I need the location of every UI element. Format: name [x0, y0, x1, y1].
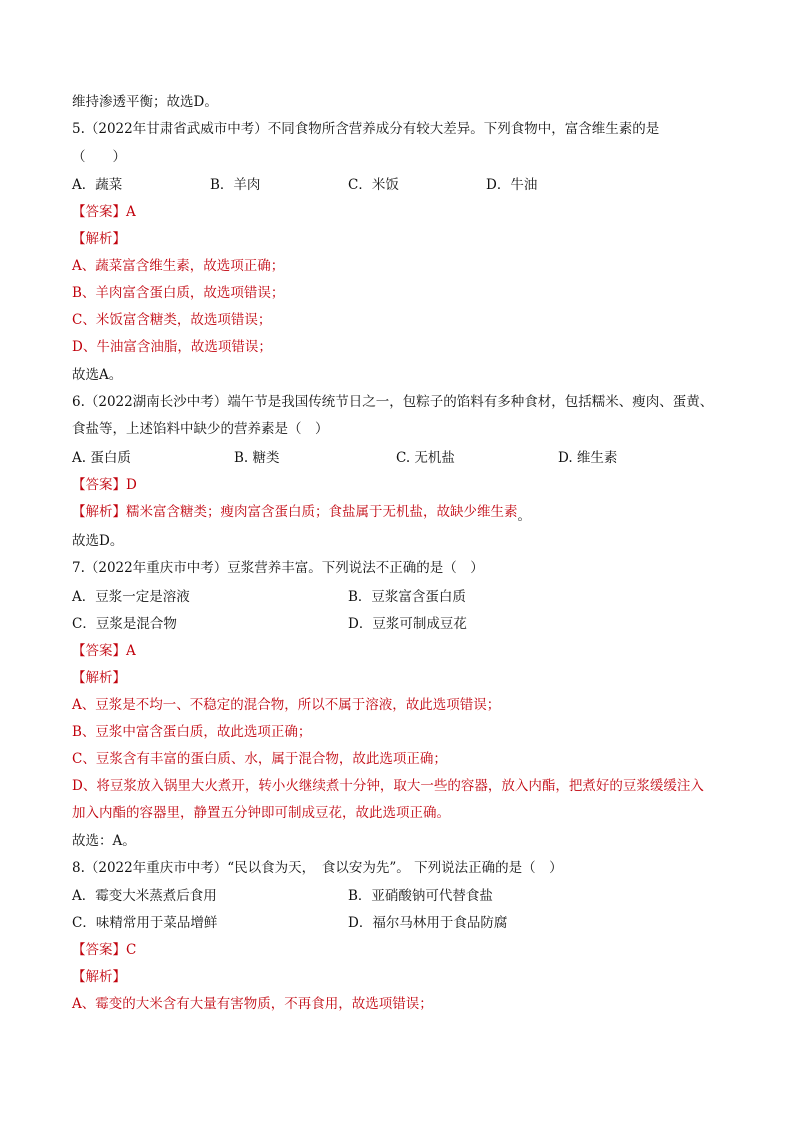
q5-answer	[72, 202, 136, 222]
q7-stem: 7.（2022年重庆市中考）豆浆营养丰富。下列说法不正确的是（ ）	[72, 560, 484, 576]
q6-option-b: B. 糖类	[234, 450, 280, 466]
q7-analysis-line: A、豆浆是不均一、不稳定的混合物，所以不属于溶液，故此选项错误；	[72, 697, 501, 713]
q5-option-a: A．蔬菜	[72, 177, 123, 193]
analysis-end: 。	[517, 508, 531, 524]
q7-answer	[72, 641, 136, 661]
q8-analysis-tag: 【解析】	[72, 969, 126, 985]
q6-stem-line-2: 食盐等，上述馅料中缺少的营养素是（ ）	[72, 421, 329, 437]
q5-analysis-line: C、米饭富含糖类，故选项错误；	[72, 312, 272, 328]
analysis-text: 糯米富含糖类；瘦肉富含蛋白质；食盐属于无机盐，故缺少维生素	[126, 504, 518, 520]
answer-value: A	[126, 204, 136, 220]
q6-answer	[72, 475, 137, 495]
q6-option-d: D. 维生素	[558, 450, 618, 466]
q7-analysis-line: B、豆浆中富含蛋白质，故此选项正确；	[72, 724, 312, 740]
q6-analysis	[72, 502, 531, 522]
q6-stem-line-1: 6.（2022湖南长沙中考）端午节是我国传统节日之一，包粽子的馅料有多种食材，包括糯米、瘦肉、蛋黄、	[72, 394, 714, 410]
q7-option-d: D．豆浆可制成豆花	[348, 616, 467, 632]
q5-analysis-line: D、牛油富含油脂，故选项错误；	[72, 339, 272, 355]
q7-analysis-line: D、将豆浆放入锅里大火煮开，转小火继续煮十分钟，取大一些的容器，放入内酯，把煮好的豆浆缓缓注入	[72, 778, 704, 794]
q8-stem: 8.（2022年重庆市中考）“民以食为天， 食以安为先”。 下列说法正确的是（ ）	[72, 860, 563, 876]
q5-analysis-line: B、羊肉富含蛋白质，故选项错误；	[72, 285, 285, 301]
q8-analysis-line: A、霉变的大米含有大量有害物质，不再食用，故选项错误；	[72, 996, 433, 1012]
q8-option-d: D．福尔马林用于食品防腐	[348, 915, 508, 931]
q5-analysis-tag: 【解析】	[72, 231, 126, 247]
q6-option-a: A. 蛋白质	[72, 450, 131, 466]
q7-option-a: A．豆浆一定是溶液	[72, 589, 190, 605]
q5-conclusion: 故选A。	[72, 367, 123, 383]
q5-option-b: B．羊肉	[210, 177, 261, 193]
answer-value: C	[126, 942, 137, 958]
q7-conclusion: 故选：A。	[72, 833, 136, 849]
q5-paren: （ ）	[72, 149, 126, 165]
answer-value: A	[126, 643, 136, 659]
q6-conclusion: 故选D。	[72, 533, 124, 549]
q7-analysis-tag: 【解析】	[72, 670, 126, 686]
q5-option-d: D．牛油	[486, 177, 538, 193]
q7-option-c: C．豆浆是混合物	[72, 616, 177, 632]
q5-option-c: C．米饭	[348, 177, 399, 193]
answer-tag: 【答案】	[72, 942, 126, 958]
q6-option-c: C. 无机盐	[396, 450, 455, 466]
q8-answer	[72, 940, 136, 960]
answer-tag: 【答案】	[72, 477, 126, 493]
q5-analysis-line: A、蔬菜富含维生素，故选项正确；	[72, 258, 285, 274]
q8-option-c: C．味精常用于菜品增鲜	[72, 915, 218, 931]
q7-analysis-line: 加入内酯的容器里，静置五分钟即可制成豆花，故此选项正确。	[72, 805, 450, 821]
q5-stem: 5.（2022年甘肃省武威市中考）不同食物所含营养成分有较大差异。下列食物中，富含维生素的是	[72, 121, 660, 137]
answer-tag: 【答案】	[72, 204, 126, 220]
q8-option-b: B．亚硝酸钠可代替食盐	[348, 888, 493, 904]
q7-analysis-line: C、豆浆含有丰富的蛋白质、水，属于混合物，故此选项正确；	[72, 751, 447, 767]
answer-value: D	[126, 477, 137, 493]
q8-option-a: A．霉变大米蒸煮后食用	[72, 888, 217, 904]
answer-tag: 【答案】	[72, 643, 126, 659]
intro-line: 维持渗透平衡；故选D。	[72, 94, 218, 110]
analysis-tag: 【解析】	[72, 504, 126, 520]
q7-option-b: B．豆浆富含蛋白质	[348, 589, 466, 605]
